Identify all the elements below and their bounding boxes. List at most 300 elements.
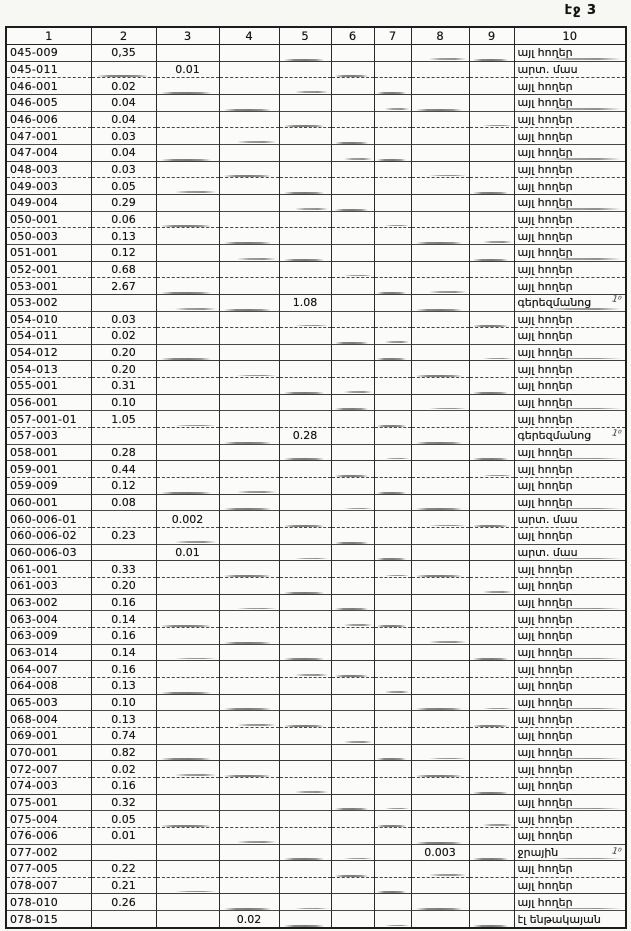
area-value-cell — [411, 561, 469, 578]
area-value-cell — [219, 711, 279, 728]
handwritten-margin-note: 1⁰ — [611, 846, 622, 858]
area-value-cell — [331, 244, 374, 261]
area-value-cell — [331, 94, 374, 111]
area-value-cell — [411, 294, 469, 311]
area-value-cell — [279, 361, 331, 378]
area-value-cell — [279, 228, 331, 245]
parcel-code-cell: 049-004 — [6, 194, 91, 211]
area-value-cell — [374, 611, 411, 628]
area-value-cell — [411, 378, 469, 395]
area-value-cell: 0.02 — [91, 78, 156, 95]
area-value-cell — [156, 578, 219, 595]
table-row — [6, 261, 626, 278]
area-value-cell: 0.32 — [91, 794, 156, 811]
area-value-cell — [374, 61, 411, 78]
land-type-cell: այլ հողեր — [514, 811, 626, 828]
area-value-cell — [411, 544, 469, 561]
area-value-cell — [156, 844, 219, 861]
land-type-cell: այլ հողեր — [514, 78, 626, 95]
area-value-cell — [331, 578, 374, 595]
table-row — [6, 644, 626, 661]
parcel-code-cell: 054-010 — [6, 311, 91, 328]
table-row — [6, 194, 626, 211]
area-value-cell — [219, 644, 279, 661]
area-value-cell: 0.16 — [91, 594, 156, 611]
area-value-cell — [331, 544, 374, 561]
table-row — [6, 761, 626, 778]
area-value-cell — [374, 727, 411, 744]
area-value-cell — [91, 511, 156, 528]
area-value-cell — [331, 711, 374, 728]
area-value-cell — [374, 744, 411, 761]
parcel-code-cell: 069-001 — [6, 727, 91, 744]
area-value-cell — [469, 278, 514, 295]
land-type-cell: այլ հողեր — [514, 578, 626, 595]
area-value-cell — [331, 528, 374, 545]
parcel-code-cell: 059-009 — [6, 478, 91, 495]
area-value-cell — [219, 261, 279, 278]
area-value-cell — [411, 627, 469, 644]
area-value-cell — [469, 428, 514, 445]
area-value-cell — [156, 228, 219, 245]
area-value-cell — [219, 761, 279, 778]
area-value-cell — [374, 894, 411, 911]
area-value-cell — [331, 328, 374, 345]
area-value-cell: 0.20 — [91, 361, 156, 378]
area-value-cell — [469, 794, 514, 811]
area-value-cell — [469, 261, 514, 278]
area-value-cell — [374, 444, 411, 461]
area-value-cell — [156, 694, 219, 711]
table-row — [6, 744, 626, 761]
area-value-cell — [469, 861, 514, 878]
area-value-cell — [469, 611, 514, 628]
area-value-cell — [469, 244, 514, 261]
area-value-cell — [156, 78, 219, 95]
table-row — [6, 611, 626, 628]
area-value-cell — [374, 644, 411, 661]
area-value-cell — [331, 694, 374, 711]
land-type-cell: այլ հողեր — [514, 45, 626, 62]
area-value-cell — [279, 311, 331, 328]
area-value-cell — [279, 411, 331, 428]
area-value-cell — [469, 178, 514, 195]
land-type-cell: ջրային — [514, 844, 626, 861]
parcel-code-cell: 046-006 — [6, 111, 91, 128]
parcel-code-cell: 045-009 — [6, 45, 91, 62]
area-value-cell — [279, 561, 331, 578]
area-value-cell — [279, 744, 331, 761]
column-header: 3 — [156, 27, 219, 45]
area-value-cell — [411, 61, 469, 78]
area-value-cell — [374, 144, 411, 161]
area-value-cell — [469, 128, 514, 145]
parcel-code-cell: 047-001 — [6, 128, 91, 145]
area-value-cell — [374, 361, 411, 378]
area-value-cell — [279, 144, 331, 161]
area-value-cell — [279, 511, 331, 528]
table-row — [6, 777, 626, 794]
area-value-cell — [331, 461, 374, 478]
area-value-cell — [411, 161, 469, 178]
area-value-cell — [331, 677, 374, 694]
area-value-cell — [156, 161, 219, 178]
area-value-cell — [331, 827, 374, 844]
area-value-cell — [331, 311, 374, 328]
area-value-cell: 0.14 — [91, 611, 156, 628]
area-value-cell — [279, 394, 331, 411]
area-value-cell — [469, 344, 514, 361]
column-header: 4 — [219, 27, 279, 45]
area-value-cell — [469, 111, 514, 128]
area-value-cell — [156, 561, 219, 578]
area-value-cell: 0.33 — [91, 561, 156, 578]
area-value-cell — [331, 361, 374, 378]
area-value-cell — [374, 111, 411, 128]
area-value-cell — [279, 761, 331, 778]
area-value-cell — [469, 677, 514, 694]
parcel-code-cell: 077-002 — [6, 844, 91, 861]
area-value-cell — [411, 794, 469, 811]
area-value-cell — [331, 344, 374, 361]
area-value-cell — [279, 611, 331, 628]
area-value-cell — [156, 661, 219, 678]
area-value-cell — [156, 677, 219, 694]
area-value-cell — [469, 61, 514, 78]
area-value-cell — [411, 228, 469, 245]
area-value-cell — [219, 478, 279, 495]
area-value-cell — [411, 711, 469, 728]
table-row — [6, 328, 626, 345]
area-value-cell — [156, 45, 219, 62]
area-value-cell — [219, 578, 279, 595]
area-value-cell: 0.10 — [91, 394, 156, 411]
area-value-cell: 0.13 — [91, 711, 156, 728]
handwritten-margin-note: 1⁰ — [611, 294, 622, 306]
area-value-cell — [411, 428, 469, 445]
area-value-cell — [411, 344, 469, 361]
area-value-cell — [469, 144, 514, 161]
area-value-cell — [219, 45, 279, 62]
parcel-code-cell: 050-001 — [6, 211, 91, 228]
area-value-cell — [469, 561, 514, 578]
land-type-cell: այլ հողեր — [514, 361, 626, 378]
table-row — [6, 911, 626, 928]
area-value-cell — [331, 394, 374, 411]
area-value-cell — [219, 744, 279, 761]
area-value-cell — [331, 45, 374, 62]
area-value-cell — [279, 677, 331, 694]
parcel-code-cell: 060-006-01 — [6, 511, 91, 528]
area-value-cell — [411, 45, 469, 62]
area-value-cell — [331, 811, 374, 828]
land-type-cell: այլ հողեր — [514, 827, 626, 844]
area-value-cell: 0.13 — [91, 677, 156, 694]
area-value-cell — [156, 394, 219, 411]
area-value-cell — [279, 261, 331, 278]
parcel-code-cell: 057-001-01 — [6, 411, 91, 428]
area-value-cell — [279, 461, 331, 478]
area-value-cell — [219, 677, 279, 694]
area-value-cell — [469, 894, 514, 911]
area-value-cell — [469, 777, 514, 794]
area-value-cell — [279, 211, 331, 228]
parcel-code-cell: 054-012 — [6, 344, 91, 361]
area-value-cell — [469, 761, 514, 778]
area-value-cell — [374, 128, 411, 145]
area-value-cell — [156, 111, 219, 128]
area-value-cell — [156, 311, 219, 328]
area-value-cell — [331, 861, 374, 878]
area-value-cell — [279, 594, 331, 611]
column-header: 5 — [279, 27, 331, 45]
parcel-code-cell: 064-007 — [6, 661, 91, 678]
area-value-cell — [374, 578, 411, 595]
area-value-cell — [156, 827, 219, 844]
area-value-cell — [156, 727, 219, 744]
area-value-cell — [469, 478, 514, 495]
area-value-cell: 0.74 — [91, 727, 156, 744]
table-row — [6, 561, 626, 578]
area-value-cell — [411, 777, 469, 794]
parcel-code-cell: 065-003 — [6, 694, 91, 711]
area-value-cell — [331, 844, 374, 861]
area-value-cell — [219, 78, 279, 95]
land-type-cell: արտ. մաս — [514, 544, 626, 561]
land-type-cell: այլ հողեր — [514, 761, 626, 778]
area-value-cell — [156, 711, 219, 728]
area-value-cell — [156, 877, 219, 894]
area-value-cell: 0.05 — [91, 178, 156, 195]
area-value-cell — [91, 428, 156, 445]
area-value-cell — [331, 111, 374, 128]
table-row — [6, 278, 626, 295]
area-value-cell — [219, 661, 279, 678]
area-value-cell — [156, 794, 219, 811]
area-value-cell — [331, 478, 374, 495]
area-value-cell — [279, 661, 331, 678]
area-value-cell — [331, 644, 374, 661]
table-row — [6, 161, 626, 178]
land-type-cell: այլ հողեր — [514, 444, 626, 461]
area-value-cell — [279, 911, 331, 928]
area-value-cell: 0.16 — [91, 777, 156, 794]
area-value-cell: 0.01 — [91, 827, 156, 844]
area-value-cell — [219, 727, 279, 744]
area-value-cell — [156, 478, 219, 495]
area-value-cell — [411, 94, 469, 111]
area-value-cell — [156, 344, 219, 361]
area-value-cell — [279, 544, 331, 561]
table-row — [6, 694, 626, 711]
area-value-cell: 1.05 — [91, 411, 156, 428]
land-type-cell: այլ հողեր — [514, 128, 626, 145]
area-value-cell — [469, 461, 514, 478]
parcel-code-cell: 052-001 — [6, 261, 91, 278]
parcel-code-cell: 046-005 — [6, 94, 91, 111]
area-value-cell — [279, 344, 331, 361]
land-type-cell: այլ հողեր — [514, 677, 626, 694]
area-value-cell: 0.03 — [91, 161, 156, 178]
parcel-code-cell: 061-003 — [6, 578, 91, 595]
area-value-cell — [469, 494, 514, 511]
area-value-cell — [331, 894, 374, 911]
area-value-cell — [91, 911, 156, 928]
area-value-cell — [156, 911, 219, 928]
area-value-cell — [331, 194, 374, 211]
area-value-cell — [411, 411, 469, 428]
parcel-code-cell: 075-004 — [6, 811, 91, 828]
area-value-cell — [156, 611, 219, 628]
area-value-cell — [374, 344, 411, 361]
land-type-cell: այլ հողեր — [514, 161, 626, 178]
area-value-cell: 0.16 — [91, 661, 156, 678]
parcel-code-cell: 054-011 — [6, 328, 91, 345]
area-value-cell — [219, 461, 279, 478]
area-value-cell — [469, 444, 514, 461]
table-row — [6, 344, 626, 361]
area-value-cell — [156, 461, 219, 478]
table-row — [6, 511, 626, 528]
land-type-cell: այլ հողեր — [514, 311, 626, 328]
area-value-cell — [469, 528, 514, 545]
table-row — [6, 45, 626, 62]
area-value-cell — [331, 278, 374, 295]
area-value-cell — [411, 78, 469, 95]
area-value-cell — [219, 611, 279, 628]
land-type-cell: այլ հողեր — [514, 478, 626, 495]
parcel-code-cell: 061-001 — [6, 561, 91, 578]
area-value-cell — [331, 511, 374, 528]
land-type-cell: այլ հողեր — [514, 228, 626, 245]
land-type-cell: այլ հողեր — [514, 461, 626, 478]
area-value-cell — [156, 428, 219, 445]
area-value-cell — [331, 727, 374, 744]
parcel-code-cell: 075-001 — [6, 794, 91, 811]
area-value-cell — [411, 694, 469, 711]
area-value-cell — [374, 94, 411, 111]
area-value-cell — [156, 861, 219, 878]
parcel-code-cell: 063-014 — [6, 644, 91, 661]
table-row — [6, 877, 626, 894]
parcel-code-cell: 060-001 — [6, 494, 91, 511]
parcel-code-cell: 054-013 — [6, 361, 91, 378]
land-type-cell: այլ հողեր — [514, 194, 626, 211]
area-value-cell — [469, 228, 514, 245]
area-value-cell — [411, 644, 469, 661]
area-value-cell — [219, 294, 279, 311]
table-row — [6, 627, 626, 644]
area-value-cell — [469, 311, 514, 328]
area-value-cell — [411, 144, 469, 161]
area-value-cell — [156, 378, 219, 395]
parcel-code-cell: 055-001 — [6, 378, 91, 395]
area-value-cell — [411, 911, 469, 928]
land-type-cell: արտ. մաս — [514, 511, 626, 528]
area-value-cell — [279, 244, 331, 261]
area-value-cell: 0.06 — [91, 211, 156, 228]
area-value-cell — [411, 128, 469, 145]
area-value-cell — [156, 244, 219, 261]
area-value-cell — [331, 61, 374, 78]
table-row — [6, 144, 626, 161]
parcel-code-cell: 045-011 — [6, 61, 91, 78]
area-value-cell — [156, 211, 219, 228]
area-value-cell — [331, 611, 374, 628]
area-value-cell — [156, 627, 219, 644]
column-header: 8 — [411, 27, 469, 45]
parcel-code-cell: 060-006-02 — [6, 528, 91, 545]
area-value-cell: 0.10 — [91, 694, 156, 711]
area-value-cell — [279, 694, 331, 711]
area-value-cell — [331, 128, 374, 145]
area-value-cell — [469, 911, 514, 928]
land-type-cell: այլ հողեր — [514, 378, 626, 395]
area-value-cell — [411, 444, 469, 461]
table-row — [6, 128, 626, 145]
area-value-cell — [374, 328, 411, 345]
area-value-cell — [219, 861, 279, 878]
parcel-code-cell: 072-007 — [6, 761, 91, 778]
area-value-cell — [156, 328, 219, 345]
land-type-cell: այլ հողեր — [514, 411, 626, 428]
area-value-cell — [411, 744, 469, 761]
area-value-cell — [374, 294, 411, 311]
area-value-cell — [374, 244, 411, 261]
area-value-cell — [411, 461, 469, 478]
area-value-cell — [219, 111, 279, 128]
area-value-cell — [411, 328, 469, 345]
area-value-cell: 0.04 — [91, 111, 156, 128]
area-value-cell — [374, 494, 411, 511]
area-value-cell — [411, 478, 469, 495]
area-value-cell — [374, 461, 411, 478]
area-value-cell — [374, 777, 411, 794]
area-value-cell — [219, 594, 279, 611]
area-value-cell — [331, 294, 374, 311]
table-row — [6, 244, 626, 261]
area-value-cell — [331, 78, 374, 95]
area-value-cell: 0.002 — [156, 511, 219, 528]
area-value-cell — [279, 94, 331, 111]
area-value-cell — [331, 777, 374, 794]
area-value-cell — [374, 661, 411, 678]
table-row — [6, 394, 626, 411]
area-value-cell: 0.01 — [156, 61, 219, 78]
parcel-code-cell: 074-003 — [6, 777, 91, 794]
area-value-cell: 1.08 — [279, 294, 331, 311]
area-value-cell — [411, 894, 469, 911]
area-value-cell — [469, 544, 514, 561]
land-type-cell: այլ հողեր — [514, 661, 626, 678]
parcel-code-cell: 064-008 — [6, 677, 91, 694]
column-header: 9 — [469, 27, 514, 45]
table-row — [6, 844, 626, 861]
table-row — [6, 378, 626, 395]
area-value-cell: 0.04 — [91, 94, 156, 111]
area-value-cell — [219, 777, 279, 794]
table-row — [6, 727, 626, 744]
area-value-cell — [219, 544, 279, 561]
area-value-cell — [279, 328, 331, 345]
area-value-cell — [219, 311, 279, 328]
table-row — [6, 461, 626, 478]
table-row — [6, 528, 626, 545]
area-value-cell — [469, 661, 514, 678]
area-value-cell — [156, 811, 219, 828]
area-value-cell — [156, 144, 219, 161]
area-value-cell — [156, 777, 219, 794]
